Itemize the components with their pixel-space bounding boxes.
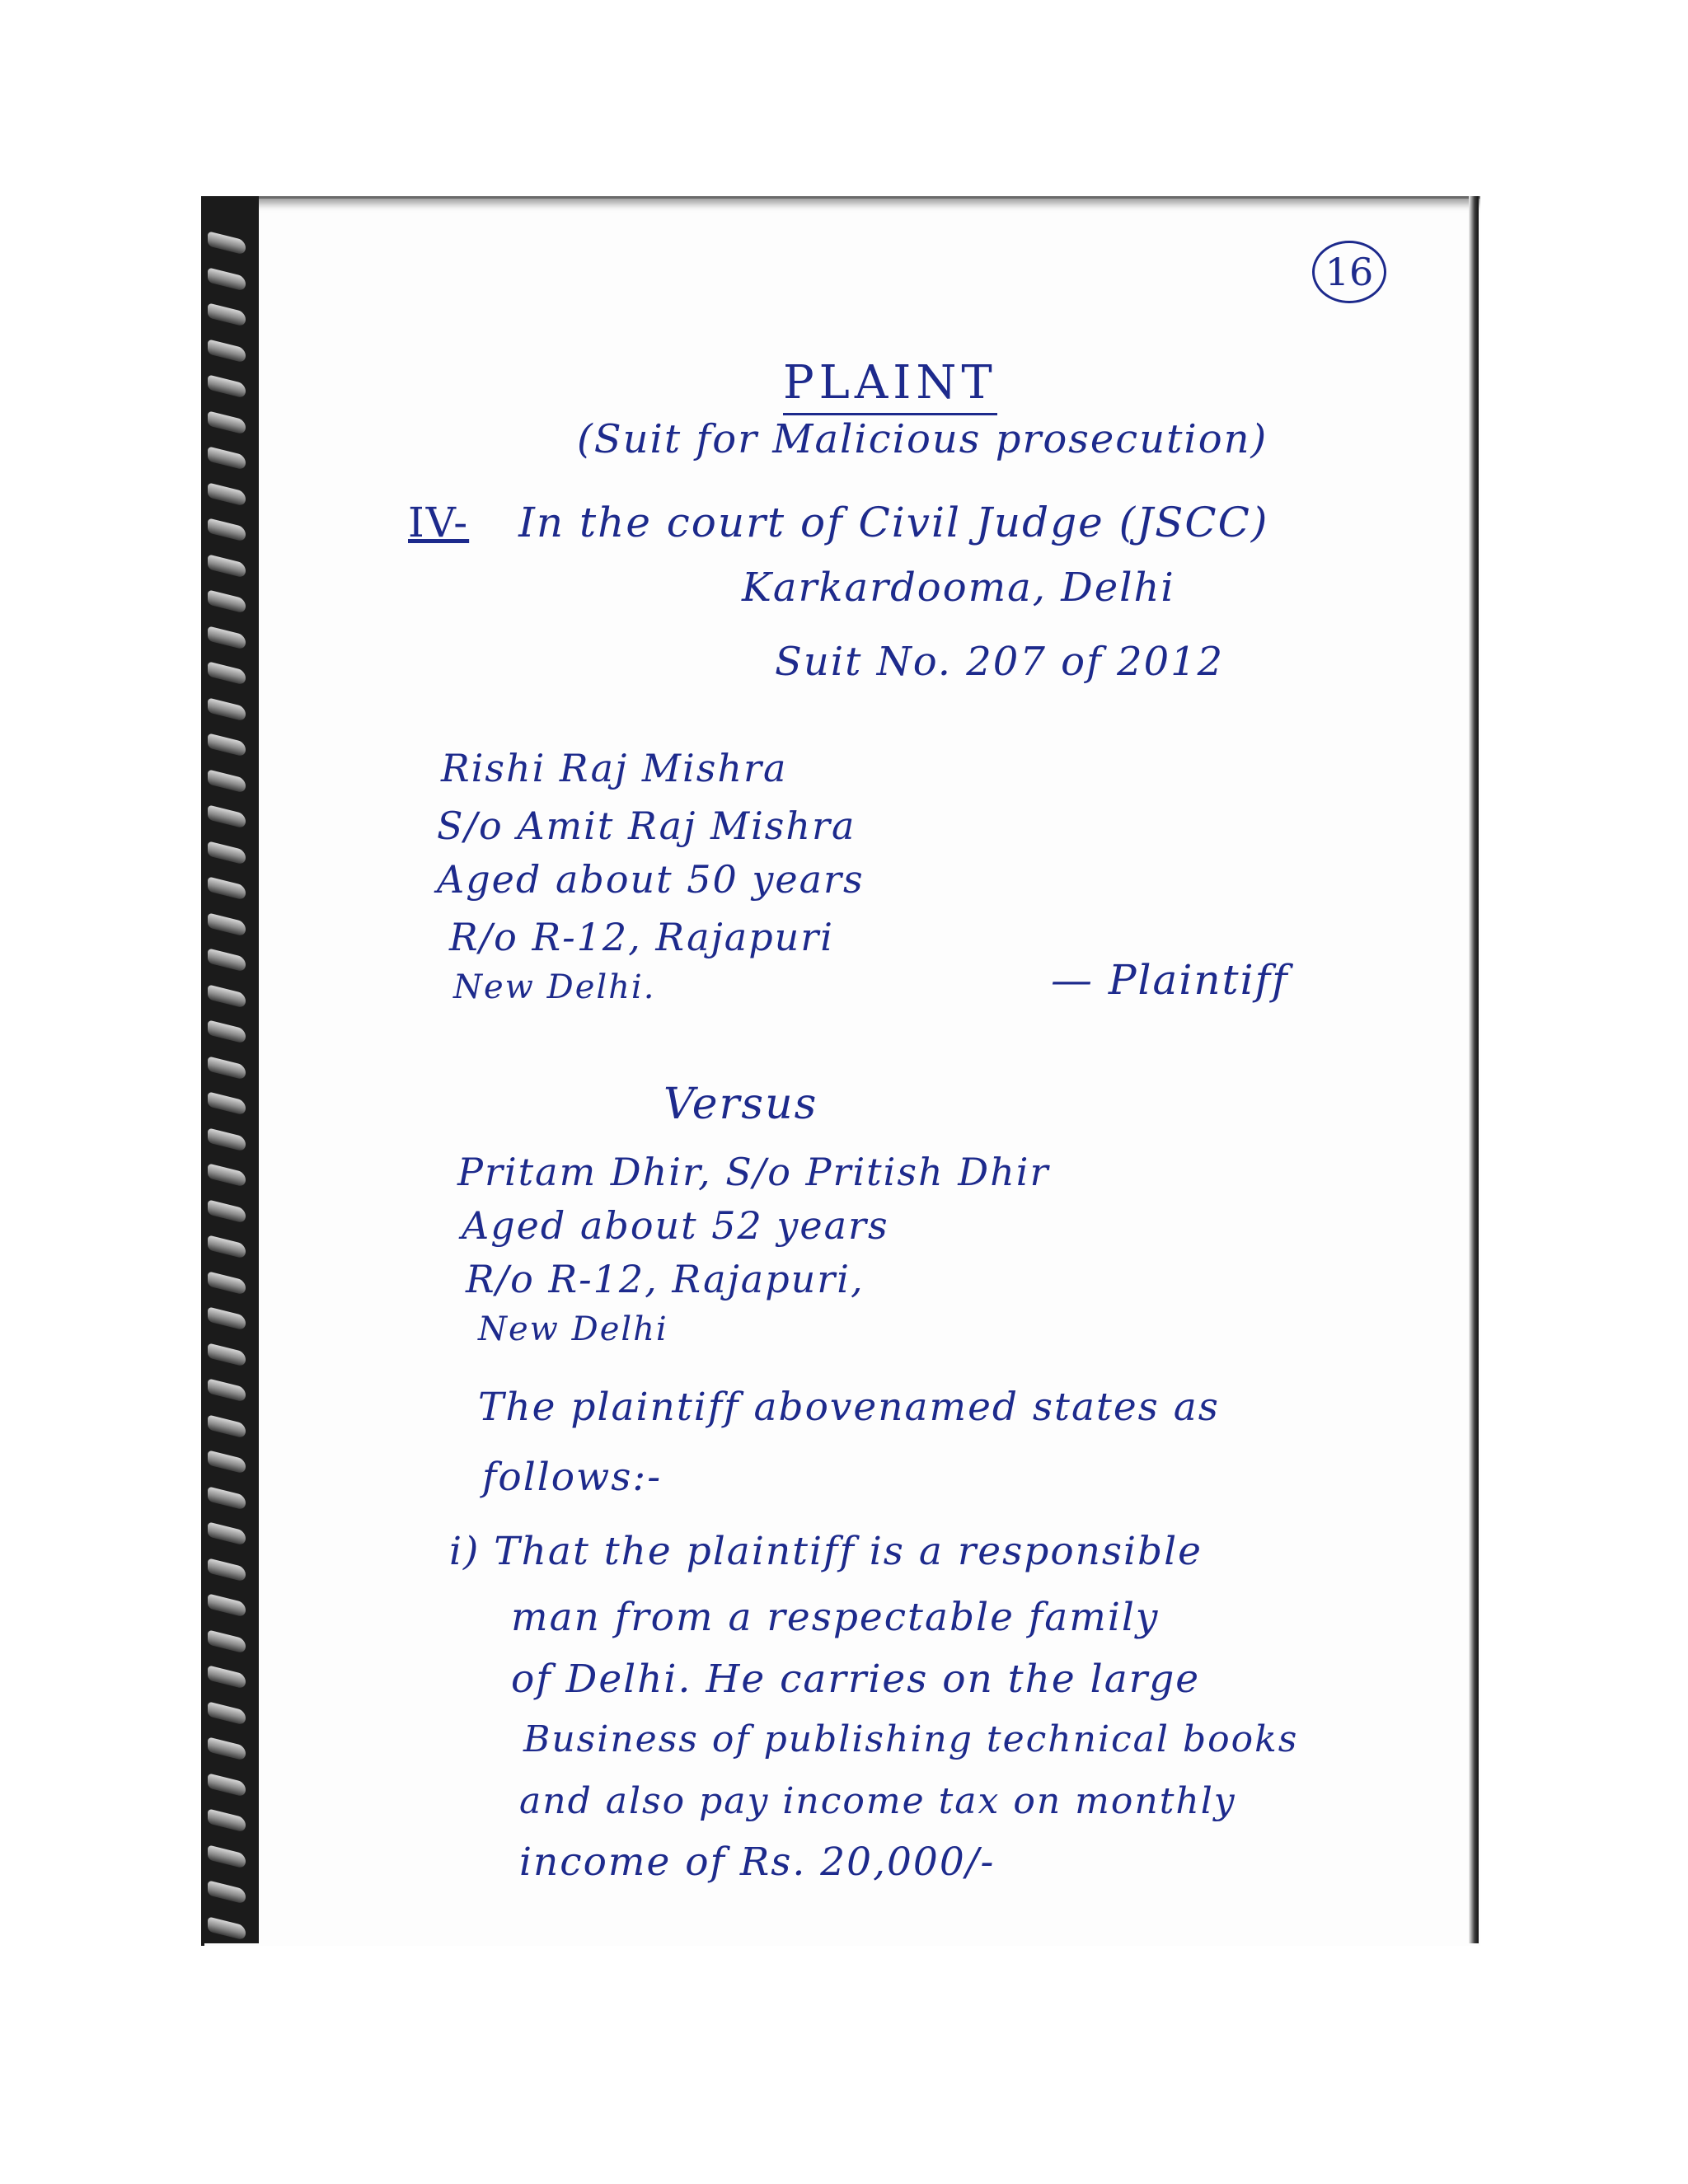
paragraph-line: and also pay income tax on monthly (519, 1780, 1236, 1822)
spiral-coil (208, 374, 246, 398)
spiral-coil (208, 984, 246, 1008)
spiral-coil (208, 733, 246, 757)
spiral-coil (208, 589, 246, 613)
spiral-coil (208, 1450, 246, 1474)
spiral-coil (208, 518, 246, 541)
paragraph-line: i) That the plaintiff is a responsible (449, 1529, 1203, 1574)
spiral-coil (208, 1773, 246, 1797)
spiral-coil (208, 267, 246, 291)
spiral-coil (208, 1844, 246, 1868)
spiral-coil (208, 1019, 246, 1043)
spiral-coil (208, 626, 246, 649)
spiral-coil (208, 697, 246, 721)
plaintiff-address: R/o R-12, Rajapuri (449, 915, 834, 959)
spiral-coil (208, 1880, 246, 1904)
page-number: 16 (1312, 241, 1386, 303)
page-right-edge (1469, 196, 1479, 1943)
document-title: PLAINT (783, 356, 997, 415)
spiral-coil (208, 410, 246, 434)
spiral-coil (208, 302, 246, 326)
spiral-coil (208, 912, 246, 936)
defendant-age: Aged about 52 years (462, 1203, 889, 1248)
paragraph-line: income of Rs. 20,000/- (519, 1840, 996, 1885)
spiral-coil (208, 1199, 246, 1223)
spiral-coil (208, 1163, 246, 1187)
spiral-coil (208, 1701, 246, 1725)
court-line-1 (408, 499, 1268, 546)
spiral-coil (208, 1558, 246, 1582)
document-subtitle: (Suit for Malicious prosecution) (577, 416, 1268, 462)
spiral-coil (208, 554, 246, 578)
spiral-coil (208, 804, 246, 828)
spiral-coil (208, 1235, 246, 1258)
statement-line: The plaintiff abovenamed states as (478, 1385, 1220, 1430)
spiral-coil (208, 661, 246, 685)
spiral-coil (208, 1271, 246, 1295)
defendant-name: Pritam Dhir, S/o Pritish Dhir (457, 1150, 1050, 1194)
spiral-coil (208, 1343, 246, 1366)
paragraph-line: of Delhi. He carries on the large (511, 1657, 1201, 1702)
spiral-coil (208, 1521, 246, 1545)
spiral-coil (208, 1736, 246, 1760)
spiral-coil (208, 1056, 246, 1080)
defendant-address: R/o R-12, Rajapuri, (466, 1257, 865, 1301)
paragraph-line: man from a respectable family (511, 1595, 1160, 1640)
spiral-coil (208, 769, 246, 793)
defendant-city: New Delhi (478, 1310, 668, 1348)
plaintiff-parentage: S/o Amit Raj Mishra (437, 804, 856, 848)
spiral-coil (208, 1306, 246, 1330)
spiral-coil (208, 1091, 246, 1115)
plaintiff-age: Aged about 50 years (437, 857, 865, 902)
suit-number: Suit No. 207 of 2012 (775, 639, 1225, 685)
spiral-coil (208, 1414, 246, 1438)
spiral-coil (208, 1593, 246, 1617)
versus-label: Versus (663, 1080, 818, 1129)
spiral-coil (208, 948, 246, 972)
plaintiff-city: New Delhi. (453, 968, 656, 1006)
plaintiff-name: Rishi Raj Mishra (441, 746, 788, 790)
spiral-coil (208, 1629, 246, 1653)
section-numeral: IV- (408, 499, 470, 546)
plaintiff-role: — Plaintiff (1051, 956, 1289, 1004)
spiral-coil (208, 841, 246, 865)
statement-line: follows:- (482, 1455, 663, 1500)
spiral-coil (208, 1665, 246, 1689)
paragraph-line: Business of publishing technical books (523, 1718, 1299, 1760)
court-location: Karkardooma, Delhi (742, 565, 1175, 611)
spiral-coil (208, 446, 246, 470)
court-name: In the court of Civil Judge (JSCC) (518, 499, 1269, 546)
spiral-coil (208, 339, 246, 363)
spiral-coil (208, 231, 246, 255)
spiral-coil (208, 1127, 246, 1151)
spiral-coil (208, 1486, 246, 1510)
spiral-coil (208, 1916, 246, 1940)
spiral-coil (208, 482, 246, 506)
spiral-coil (208, 876, 246, 900)
spiral-binding (201, 196, 259, 1943)
spiral-coil (208, 1378, 246, 1402)
spiral-coil (208, 1808, 246, 1832)
